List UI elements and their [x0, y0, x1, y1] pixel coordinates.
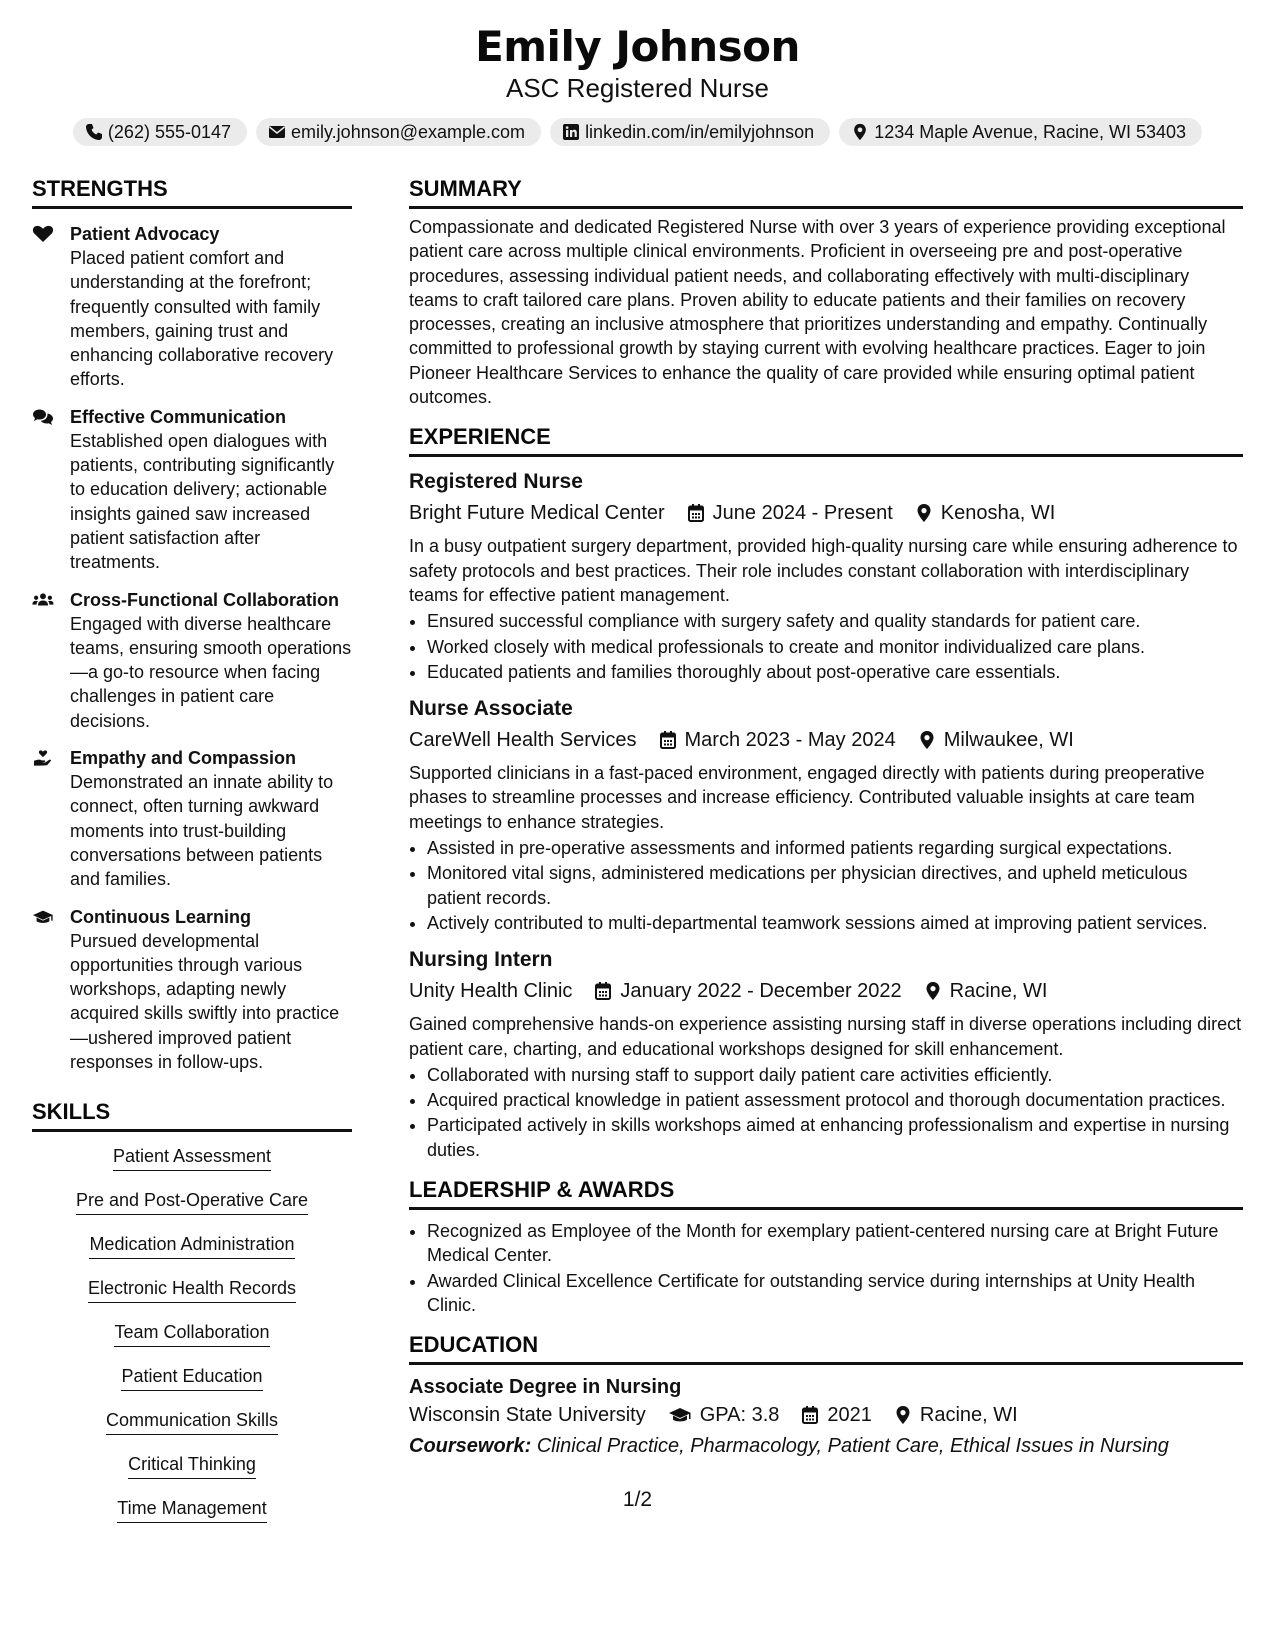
strength-item [32, 588, 352, 733]
awards-list [409, 1219, 1243, 1317]
job-company: CareWell Health Services [409, 729, 637, 752]
skill-item: Medication Administration [89, 1232, 294, 1259]
hand-holding-heart-icon [32, 749, 54, 767]
candidate-title: ASC Registered Nurse [506, 73, 769, 103]
skills-list [32, 1144, 352, 1540]
linkedin-text: linkedin.com/in/emilyjohnson [585, 122, 815, 142]
phone-icon [85, 123, 103, 141]
strengths-heading: STRENGTHS [32, 175, 352, 209]
strength-name: Empathy and Compassion [70, 748, 297, 769]
left-column [32, 175, 352, 1540]
education-location: Racine, WI [919, 1404, 1018, 1427]
strength-item [32, 405, 352, 575]
job-bullets [409, 1063, 1243, 1162]
job-bullets [409, 609, 1243, 684]
job-description: Supported clinicians in a fast-paced environment, engaged directly with patients during preoperative phases to streamline processes and increase efficiency. Contributed valuable insights at care team meetings to enhance strategies. [409, 763, 1205, 832]
job-bullet: • Collaborated with nursing staff to support daily patient care activities efficiently. [427, 1063, 1243, 1087]
address-pill[interactable] [839, 118, 1202, 146]
email-pill[interactable] [256, 118, 541, 146]
skill-item: Patient Assessment [113, 1144, 271, 1171]
linkedin-pill[interactable] [550, 118, 830, 146]
job-entry [409, 696, 1243, 935]
job-bullets [409, 836, 1243, 935]
strength-name: Cross-Functional Collaboration [70, 589, 340, 610]
job-dates: March 2023 - May 2024 [684, 729, 896, 752]
comments-icon [32, 408, 54, 426]
skill-item: Patient Education [121, 1364, 262, 1391]
graduation-year: 2021 [827, 1404, 872, 1427]
job-bullet: • Worked closely with medical professionals to create and monitor individualized care plans. [427, 635, 1243, 659]
award-item: • Awarded Clinical Excellence Certificate for outstanding service during internships at Unity Health Clinic. [427, 1269, 1243, 1318]
calendar-icon [659, 730, 677, 750]
job-dates: June 2024 - Present [712, 502, 893, 525]
job-meta [409, 500, 1243, 526]
coursework-text: Clinical Practice, Pharmacology, Patient Care, Ethical Issues in Nursing [536, 1435, 1169, 1458]
job-location: Kenosha, WI [940, 502, 1056, 525]
job-description: In a busy outpatient surgery department, provided high-quality nursing care while ensuring adherence to safety protocols and best practices. Their role includes constant collaboration with interdisciplinary teams for effective patient management. [409, 536, 1238, 605]
job-title: Nurse Associate [409, 697, 573, 721]
job-location: Milwaukee, WI [943, 729, 1074, 752]
job-entry [409, 947, 1243, 1162]
strength-name: Patient Advocacy [70, 224, 220, 244]
job-company: Unity Health Clinic [409, 980, 573, 1003]
strength-item [32, 905, 352, 1075]
coursework-label: Coursework: [409, 1435, 532, 1458]
job-bullet: • Participated actively in skills workshops aimed at enhancing professionalism and expertise in nursing duties. [427, 1113, 1243, 1162]
users-icon [32, 591, 54, 609]
strength-desc: Placed patient comfort and understanding at the forefront; frequently consulted with family members, gaining trust and enhancing collaborative recovery efforts. [70, 248, 334, 390]
job-entry [409, 469, 1243, 684]
job-bullet: • Ensured successful compliance with surgery safety and quality standards for patient care. [427, 609, 1243, 633]
strength-name: Continuous Learning [70, 906, 251, 927]
job-bullet: • Actively contributed to multi-departmental teamwork sessions aimed at improving patient services. [427, 911, 1243, 935]
job-meta [409, 978, 1243, 1004]
strength-desc: Demonstrated an innate ability to connect, often turning awkward moments into trust-building conversations between patients and families. [70, 772, 334, 890]
page-number: 1/2 [622, 1488, 653, 1511]
job-location: Racine, WI [949, 980, 1048, 1003]
job-meta [409, 727, 1243, 753]
map-pin-icon [894, 1405, 912, 1425]
envelope-icon [268, 123, 286, 141]
email-text: emily.johnson@example.com [291, 122, 526, 142]
job-company: Bright Future Medical Center [409, 502, 665, 525]
map-pin-icon [915, 503, 933, 523]
right-column [409, 175, 1243, 1540]
job-dates: January 2022 - December 2022 [620, 980, 902, 1003]
skill-item: Pre and Post-Operative Care [76, 1188, 308, 1215]
awards-heading: LEADERSHIP & AWARDS [409, 1176, 1243, 1210]
job-bullet: • Assisted in pre-operative assessments and informed patients regarding surgical expectations. [427, 836, 1243, 860]
skill-item: Time Management [117, 1496, 266, 1523]
skill-item: Communication Skills [106, 1408, 278, 1435]
award-item: • Recognized as Employee of the Month for exemplary patient-centered nursing care at Bright Future Medical Center. [427, 1219, 1243, 1268]
job-bullet: • Acquired practical knowledge in patient assessment protocol and thorough documentation practices. [427, 1088, 1243, 1112]
skills-heading: SKILLS [32, 1098, 352, 1132]
school-name: Wisconsin State University [409, 1404, 646, 1427]
strength-desc: Established open dialogues with patients, contributing significantly to education delivery; actionable insights gained saw increased patient satisfaction after treatments. [70, 430, 335, 573]
map-pin-icon [918, 730, 936, 750]
job-title: Nursing Intern [409, 948, 553, 972]
strength-item [32, 222, 352, 392]
job-bullet: • Monitored vital signs, administered medications per physician directives, and upheld meticulous patient records. [427, 861, 1243, 910]
summary-text: Compassionate and dedicated Registered Nurse with over 3 years of experience providing exceptional patient care across multiple clinical environments. Proficient in overseeing pre and post-operative procedures, assessing individual patient needs, and collaborating effectively with multi-disciplinary teams to craft tailored care plans. Proven ability to educate patients and their families on recovery processes, creating an inclusive atmosphere that prioritizes understanding and empathy. Continually committed to professional growth by staying current with evolving healthcare practices. Eager to join Pioneer Healthcare Services to enhance the quality of care provided while ensuring optimal patient outcomes. [409, 217, 1226, 408]
calendar-icon [801, 1405, 819, 1425]
strength-name: Effective Communication [70, 406, 287, 427]
graduation-cap-icon [32, 908, 54, 926]
strength-desc: Engaged with diverse healthcare teams, ensuring smooth operations—a go-to resource when facing challenges in patient care decisions. [70, 613, 352, 731]
strength-desc: Pursued developmental opportunities through various workshops, adapting newly acquired skills swiftly into practice—ushered improved patient responses in follow-ups. [70, 930, 340, 1073]
linkedin-icon [562, 123, 580, 141]
heart-icon [32, 225, 54, 243]
map-pin-icon [924, 981, 942, 1001]
job-description: Gained comprehensive hands-on experience assisting nursing staff in diverse operations including direct patient care, charting, and educational workshops designed for skill enhancement. [409, 1014, 1242, 1059]
gpa-text: GPA: 3.8 [699, 1404, 780, 1427]
job-title: Registered Nurse [409, 470, 583, 494]
map-pin-icon [851, 123, 869, 141]
summary-heading: SUMMARY [409, 175, 1243, 209]
skill-item: Team Collaboration [114, 1320, 269, 1347]
education-heading: EDUCATION [409, 1331, 1243, 1365]
skill-item: Electronic Health Records [88, 1276, 296, 1303]
experience-heading: EXPERIENCE [409, 423, 1243, 457]
phone-text: (262) 555-0147 [107, 122, 232, 142]
coursework-line [409, 1433, 1243, 1459]
calendar-icon [594, 981, 612, 1001]
contact-bar [0, 118, 1275, 146]
degree-name: Associate Degree in Nursing [409, 1376, 682, 1399]
candidate-name: Emily Johnson [475, 22, 800, 71]
phone-pill[interactable] [73, 118, 247, 146]
resume-header [0, 0, 1275, 146]
skill-item: Critical Thinking [128, 1452, 256, 1479]
calendar-icon [687, 503, 705, 523]
strength-item [32, 746, 352, 891]
address-text: 1234 Maple Avenue, Racine, WI 53403 [874, 122, 1187, 142]
job-bullet: • Educated patients and families thoroughly about post-operative care essentials. [427, 660, 1243, 684]
graduation-cap-icon [668, 1406, 692, 1424]
education-meta [409, 1402, 1243, 1428]
